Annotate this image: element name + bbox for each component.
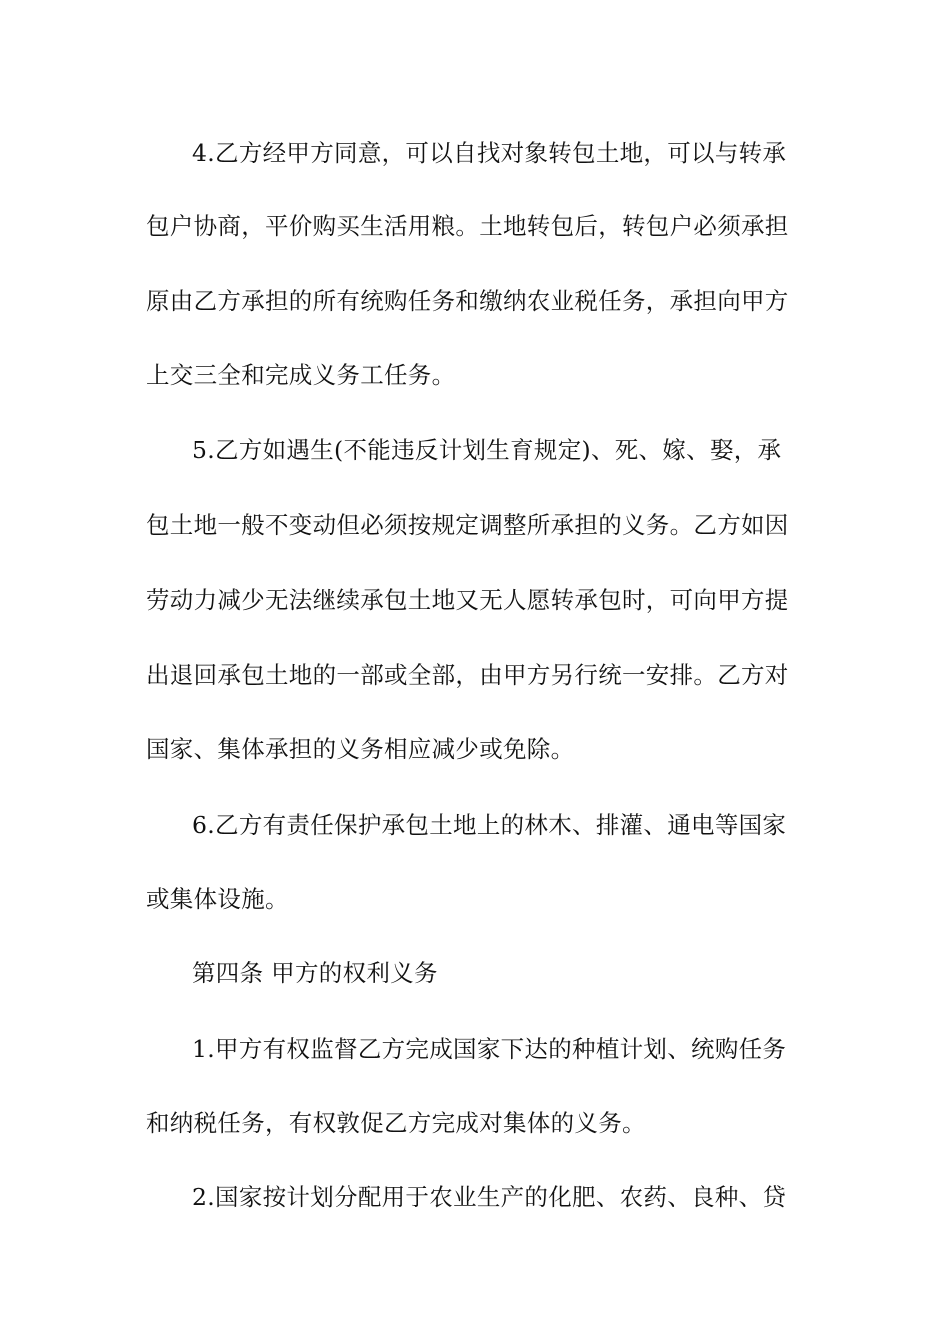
paragraph-5-line-2: 包土地一般不变动但必须按规定调整所承担的义务。乙方如因: [146, 511, 789, 539]
paragraph-6-line-2: 或集体设施。: [146, 885, 289, 913]
paragraph-4-line-1: 4.乙方经甲方同意，可以自找对象转包土地，可以与转承: [192, 139, 787, 167]
section-heading-article-4: 第四条 甲方的权利义务: [192, 959, 438, 987]
paragraph-6-line-1: 6.乙方有责任保护承包土地上的林木、排灌、通电等国家: [192, 811, 787, 839]
paragraph-5-line-4: 出退回承包土地的一部或全部，由甲方另行统一安排。乙方对: [146, 661, 789, 689]
paragraph-4-line-2: 包户协商，平价购买生活用粮。土地转包后，转包户必须承担: [146, 212, 789, 240]
article-4-item-2-line-1: 2.国家按计划分配用于农业生产的化肥、农药、良种、贷: [192, 1183, 787, 1211]
paragraph-4-line-4: 上交三全和完成义务工任务。: [146, 361, 456, 389]
paragraph-5-line-3: 劳动力减少无法继续承包土地又无人愿转承包时，可向甲方提: [146, 586, 789, 614]
paragraph-5-line-1: 5.乙方如遇生(不能违反计划生育规定)、死、嫁、娶，承: [192, 436, 782, 464]
paragraph-4-line-3: 原由乙方承担的所有统购任务和缴纳农业税任务，承担向甲方: [146, 287, 789, 315]
article-4-item-1-line-1: 1.甲方有权监督乙方完成国家下达的种植计划、统购任务: [192, 1035, 787, 1063]
article-4-item-1-line-2: 和纳税任务，有权敦促乙方完成对集体的义务。: [146, 1109, 646, 1137]
paragraph-5-line-5: 国家、集体承担的义务相应减少或免除。: [146, 735, 575, 763]
